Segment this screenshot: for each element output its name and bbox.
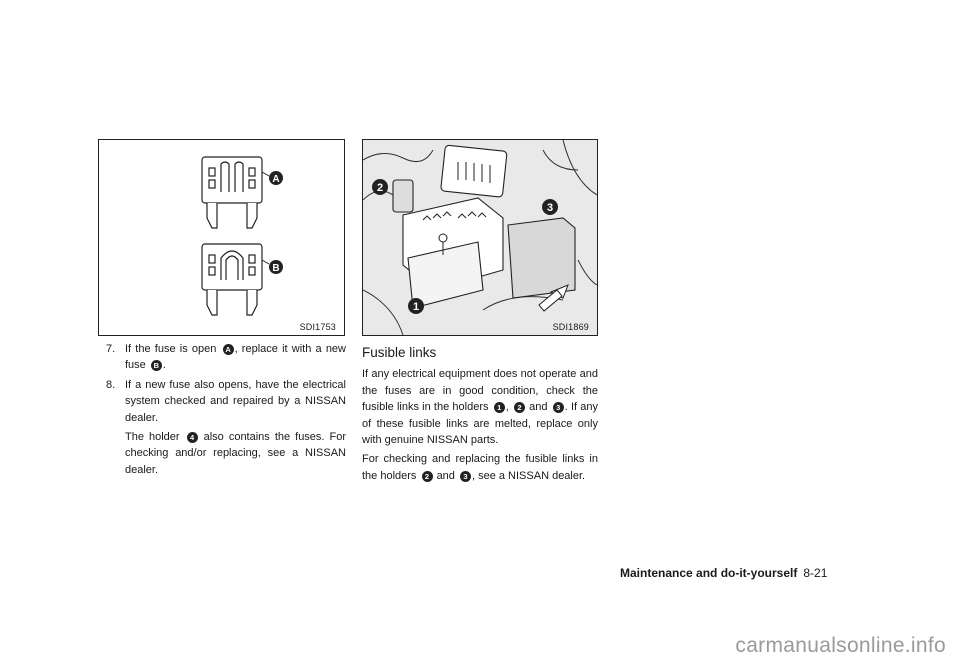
marker-a: A bbox=[223, 344, 234, 355]
step-text: If the fuse is open bbox=[125, 343, 217, 355]
marker-4: 4 bbox=[187, 432, 198, 443]
para-text: , see a NISSAN dealer. bbox=[471, 469, 586, 482]
callout-a: A bbox=[272, 174, 280, 185]
section-heading: Fusible links bbox=[362, 345, 437, 360]
callout-3: 3 bbox=[546, 202, 554, 214]
para-text: If any electrical equipment does not operate and the fuses are in good condition, check the fusible links in the holders bbox=[362, 368, 598, 414]
marker-1: 1 bbox=[494, 402, 505, 413]
engine-drawing bbox=[363, 140, 597, 335]
replacement-paragraph bbox=[362, 451, 598, 484]
fuse-drawing bbox=[99, 140, 344, 335]
callout-b: B bbox=[272, 263, 280, 274]
section-title: Maintenance and do-it-yourself bbox=[620, 566, 798, 580]
page-footer bbox=[620, 566, 827, 580]
holder-note bbox=[106, 429, 346, 478]
marker-2: 2 bbox=[422, 471, 433, 482]
step-number: 8. bbox=[106, 378, 116, 391]
marker-b: B bbox=[151, 360, 162, 371]
para-text: , bbox=[505, 401, 509, 414]
callout-1: 1 bbox=[412, 301, 420, 313]
para-text: and bbox=[529, 401, 548, 414]
para-text: and bbox=[436, 469, 455, 482]
step-text: . bbox=[162, 359, 166, 372]
callout-2: 2 bbox=[376, 182, 384, 194]
note-text: also contains the fuses. For checking and/or replacing, see a NISSAN dealer. bbox=[125, 431, 347, 476]
step-number: 7. bbox=[106, 343, 116, 355]
para-text: For checking and replacing the fusible links in the holders bbox=[362, 453, 598, 482]
page-number: 8-21 bbox=[803, 566, 828, 580]
fuse-illustration bbox=[98, 139, 345, 336]
para-text: . If any of these fusible links are melted, replace only with genuine NISSAN parts. bbox=[362, 401, 599, 447]
engine-compartment-illustration bbox=[362, 139, 598, 336]
figure-code: SDI1869 bbox=[552, 322, 589, 332]
right-column bbox=[362, 345, 598, 487]
marker-2: 2 bbox=[514, 402, 525, 413]
fusible-links-paragraph bbox=[362, 366, 598, 448]
step-text: If a new fuse also opens, have the electrical system checked and repaired by a NISSAN dealer. bbox=[125, 378, 346, 424]
step-8 bbox=[106, 377, 346, 426]
note-text: The holder bbox=[125, 431, 180, 444]
step-7 bbox=[106, 341, 346, 374]
figure-code: SDI1753 bbox=[299, 322, 336, 332]
watermark: carmanualsonline.info bbox=[735, 634, 946, 657]
marker-3: 3 bbox=[460, 471, 471, 482]
step-text: , replace it with a new fuse bbox=[125, 343, 346, 372]
left-column bbox=[106, 341, 346, 481]
marker-3: 3 bbox=[553, 402, 564, 413]
